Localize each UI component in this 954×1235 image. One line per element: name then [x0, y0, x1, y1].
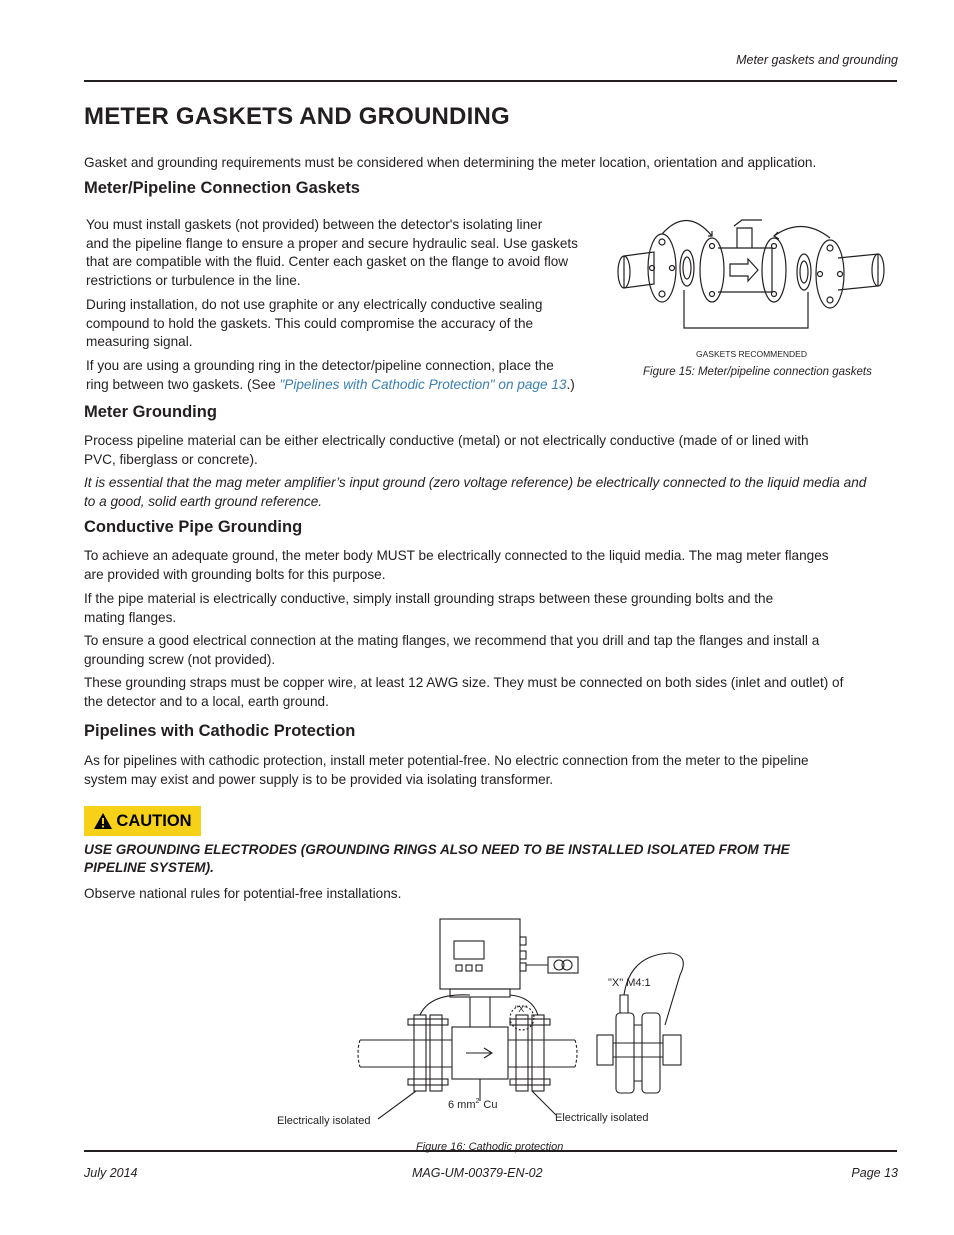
flange-left-1	[414, 1015, 426, 1091]
observe-paragraph: Observe national rules for potential-free installations.	[84, 886, 402, 901]
heading-gaskets: Meter/Pipeline Connection Gaskets	[84, 179, 360, 197]
cathodic-protection-diagram	[270, 915, 690, 1140]
gaskets-paragraph-1	[86, 216, 578, 290]
gasket-diagram	[612, 212, 897, 362]
text-line: and the pipeline flange to ensure a proper and secure hydraulic seal. Use gaskets	[86, 235, 578, 251]
heading-meter-grounding: Meter Grounding	[84, 403, 217, 421]
intro-paragraph: Gasket and grounding requirements must be considered when determining the meter location, orientation and application.	[84, 155, 817, 170]
page-title: METER GASKETS AND GROUNDING	[84, 103, 510, 130]
leader-left	[378, 1091, 416, 1119]
caution-label: CAUTION	[116, 811, 192, 830]
wire-material: Cu	[483, 1099, 498, 1111]
meter-flange-right	[762, 238, 786, 302]
text-line: ring between two gaskets. (See	[86, 376, 280, 392]
text-line: As for pipelines with cathodic protection, install meter potential-free. No electric connection from the meter to the pipeline	[84, 753, 809, 768]
wire-size-value: 6 mm	[448, 1099, 476, 1111]
flange-right-2	[532, 1015, 544, 1091]
detail-flange-left	[616, 1013, 634, 1093]
isolating-transformer	[548, 957, 578, 973]
gaskets-recommended-label: GASKETS RECOMMENDED	[696, 349, 807, 359]
text-line: To achieve an adequate ground, the meter body MUST be electrically connected to the liquid media. The mag meter flanges	[84, 548, 829, 563]
transmitter-display	[454, 941, 484, 959]
cathodic-paragraph-1	[84, 752, 809, 789]
footer-doc-id: MAG-UM-00379-EN-02	[412, 1166, 543, 1180]
figure-16-caption: Figure 16: Cathodic protection	[416, 1141, 564, 1153]
right-gasket	[797, 254, 811, 290]
flange-left-2	[430, 1015, 442, 1091]
conductive-paragraph-4	[84, 674, 843, 711]
footer-page-number: Page 13	[851, 1166, 898, 1180]
text-line: To ensure a good electrical connection at the mating flanges, we recommend that you drill and tap the flanges and install a	[84, 633, 820, 648]
text-line: If you are using a grounding ring in the detector/pipeline connection, place the	[86, 358, 554, 373]
text-line: to a good, solid earth ground reference.	[84, 493, 323, 509]
arc-right	[774, 226, 830, 238]
text-line: system may exist and power supply is to be provided via isolating transformer.	[84, 771, 554, 787]
text-line: PVC, fiberglass or concrete).	[84, 451, 258, 467]
arc-left	[662, 220, 712, 236]
warning-triangle-icon	[93, 812, 113, 830]
text-line: It is essential that the mag meter amplifier’s input ground (zero voltage reference) be electrically connected to the liquid media and	[84, 475, 867, 490]
left-gasket	[680, 250, 694, 286]
text-line: measuring signal.	[86, 334, 193, 349]
isolated-label-left: Electrically isolated	[277, 1115, 371, 1127]
pipe-right	[508, 1040, 575, 1067]
text-line: During installation, do not use graphite or any electrically conductive sealing	[86, 297, 543, 312]
conductive-paragraph-2	[84, 590, 773, 627]
text-line: USE GROUNDING ELECTRODES (GROUNDING RINGS ALSO NEED TO BE INSTALLED ISOLATED FROM THE	[84, 842, 790, 857]
pipe-left	[360, 1040, 452, 1067]
heading-cathodic-protection: Pipelines with Cathodic Protection	[84, 722, 356, 740]
ground-wire-left	[420, 995, 470, 1015]
x-marker-label: "X"	[515, 1004, 528, 1014]
wire-size-superscript: 2	[475, 1098, 480, 1105]
transmitter-housing	[440, 919, 520, 989]
isolated-label-right: Electrically isolated	[555, 1112, 649, 1124]
text-line: the detector and to a local, earth ground.	[84, 693, 329, 709]
grounding-paragraph-1	[84, 432, 809, 469]
cross-reference-link[interactable]: "Pipelines with Cathodic Protection" on page 13	[279, 376, 567, 392]
flow-arrow	[730, 259, 758, 281]
caution-text	[84, 841, 844, 877]
text-line: These grounding straps must be copper wire, at least 12 AWG size. They must be connected on both sides (inlet and outlet) of	[84, 675, 844, 690]
text-line: grounding screw (not provided).	[84, 651, 276, 667]
flange-right-1	[516, 1015, 528, 1091]
header-rule	[84, 80, 897, 82]
text-line: are provided with grounding bolts for this purpose.	[84, 566, 386, 582]
gaskets-paragraph-3	[86, 357, 575, 394]
grounding-paragraph-2	[84, 474, 866, 511]
text-line: that are compatible with the fluid. Center each gasket on the flange to avoid flow	[86, 254, 569, 269]
text-line: compound to hold the gaskets. This could compromise the accuracy of the	[86, 315, 534, 331]
text-line: restrictions or turbulence in the line.	[86, 272, 301, 288]
meter-neck	[737, 228, 752, 248]
gaskets-paragraph-2	[86, 296, 542, 352]
caution-badge	[84, 806, 201, 836]
wire-size-label	[448, 1098, 497, 1111]
text-line: PIPELINE SYSTEM).	[84, 860, 214, 875]
running-header: Meter gaskets and grounding	[736, 53, 898, 67]
flow-arrow	[466, 1048, 492, 1058]
text-line: You must install gaskets (not provided) between the detector's isolating liner	[86, 217, 543, 232]
conductive-paragraph-1	[84, 547, 829, 584]
text-line: If the pipe material is electrically conductive, simply install grounding straps between these grounding bolts and the	[84, 591, 774, 606]
text-line: .)	[566, 376, 575, 392]
leader-line	[684, 290, 808, 328]
left-flange	[648, 234, 676, 302]
footer-date: July 2014	[84, 1166, 138, 1180]
detail-flange-right	[642, 1013, 660, 1093]
right-flange	[816, 240, 844, 308]
conductive-paragraph-3	[84, 632, 819, 669]
heading-conductive-pipe-grounding: Conductive Pipe Grounding	[84, 518, 303, 536]
footer-rule	[84, 1150, 897, 1152]
figure-15-caption: Figure 15: Meter/pipeline connection gaskets	[643, 366, 872, 378]
text-line: mating flanges.	[84, 609, 177, 625]
detail-scale-label: "X" M4:1	[608, 977, 651, 989]
text-line: Process pipeline material can be either electrically conductive (metal) or not electrically conductive (made of or lined with	[84, 433, 809, 448]
leader-right	[532, 1091, 556, 1115]
